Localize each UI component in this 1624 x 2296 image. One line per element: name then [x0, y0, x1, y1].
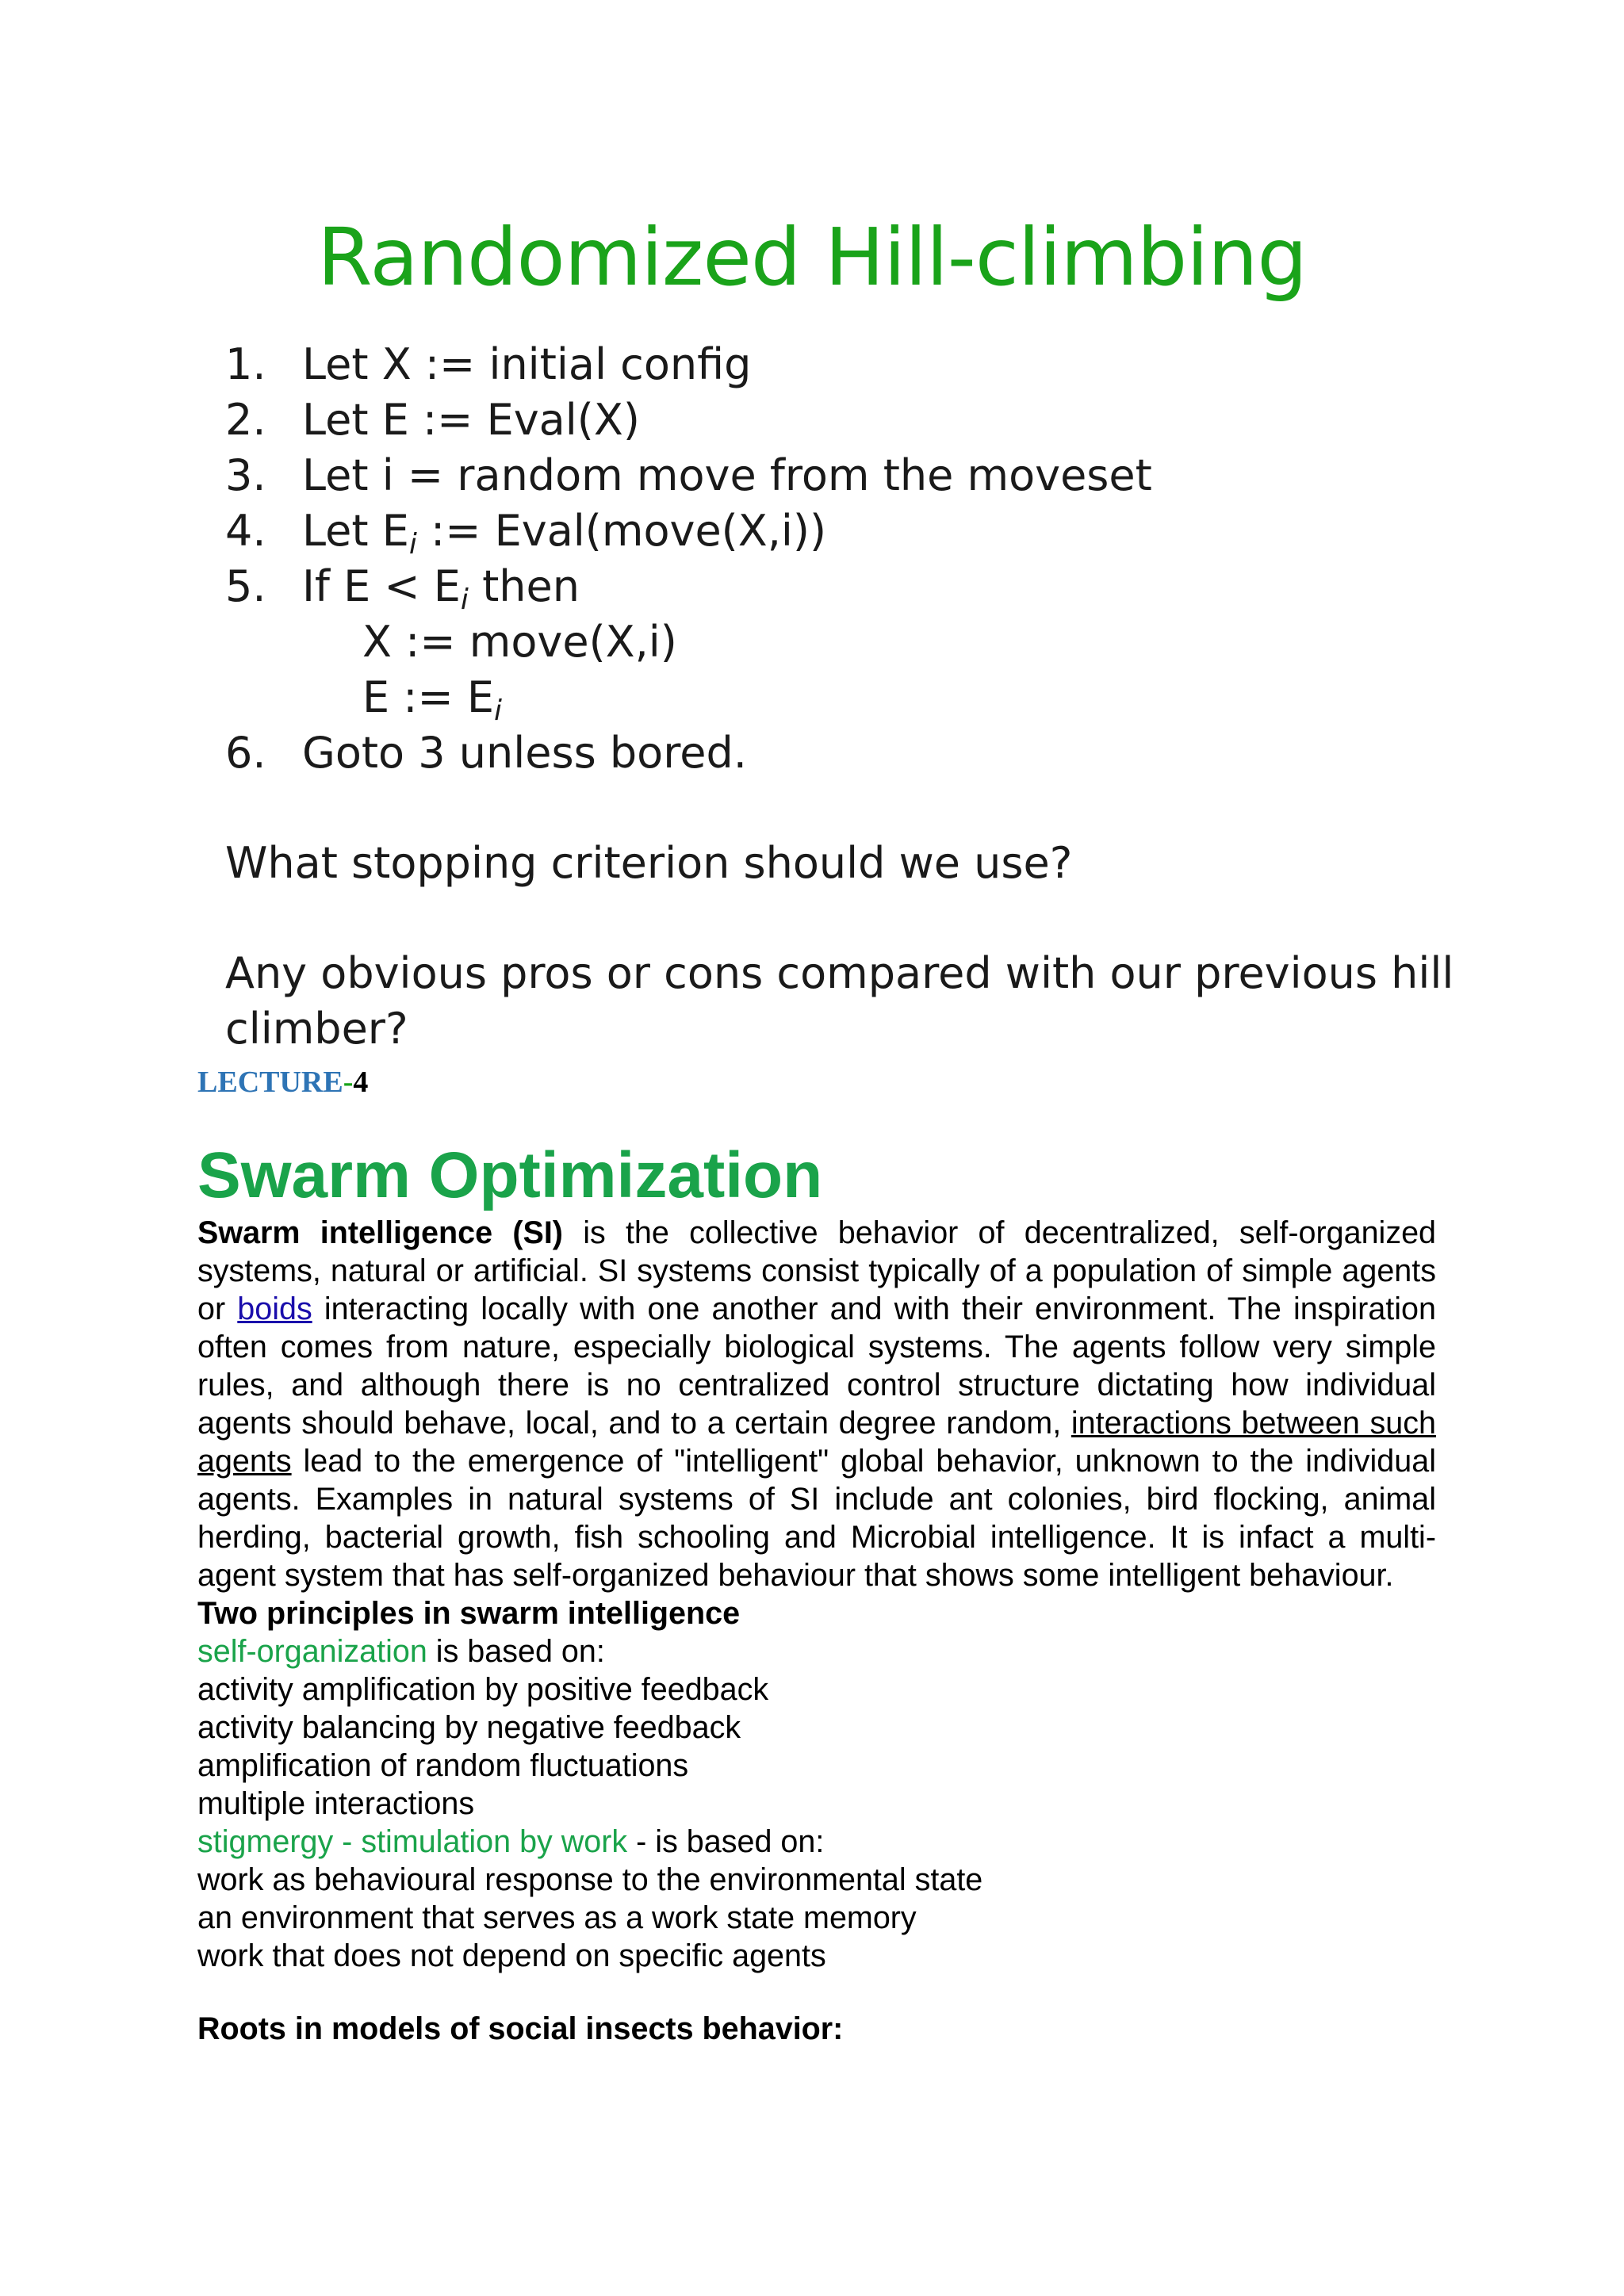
step-text-post: then [468, 561, 580, 611]
section-heading: Swarm Optimization [197, 1139, 823, 1211]
stigmergy-term: stigmergy - stimulation by work [197, 1824, 628, 1859]
slide-body [225, 337, 1478, 1057]
lecture-dash: - [343, 1066, 354, 1099]
document-body [197, 1065, 1436, 2048]
question-stopping-criterion: What stopping criterion should we use? [225, 838, 1073, 888]
stigmergy-rest: - is based on: [627, 1824, 825, 1859]
step-text: Let E := Eval(X) [302, 395, 640, 445]
subscript-i: i [460, 584, 469, 616]
step-number: 2. [225, 395, 266, 445]
si-term: Swarm intelligence (SI) [197, 1215, 563, 1250]
subscript-i: i [408, 528, 417, 561]
list-item: activity amplification by positive feedback [197, 1672, 769, 1707]
list-item: multiple interactions [197, 1786, 475, 1821]
step-number: 5. [225, 561, 266, 611]
list-item: amplification of random fluctuations [197, 1748, 689, 1783]
step-text-post: := Eval(move(X,i)) [416, 506, 827, 556]
question-pros-cons: Any obvious pros or cons compared with our previous hill climber? [225, 948, 1454, 1054]
self-organization-line [197, 1632, 1436, 1670]
step-2 [225, 392, 1478, 448]
step-number: 6. [225, 728, 266, 778]
roots-heading: Roots in models of social insects behavior: [197, 2011, 844, 2046]
step-number: 1. [225, 339, 266, 389]
step-text [362, 670, 502, 725]
spacer [197, 1975, 1436, 2010]
step-text [302, 503, 826, 559]
step-5 [225, 559, 1478, 614]
intro-text-2: interacting locally with one another and with their environment. The inspiration often comes from nature, especially biological systems. The agents follow very simple rules, and although there is no centralized control structure dictating how individual agents should behave, local, and to a certain degree random, [197, 1292, 1436, 1441]
subscript-i: i [494, 695, 503, 727]
step-text: X := move(X,i) [362, 617, 677, 667]
step-5-substep-2 [225, 670, 1478, 725]
lecture-label [197, 1065, 1436, 1100]
self-organization-term: self-organization [197, 1634, 427, 1669]
principles-heading: Two principles in swarm intelligence [197, 1596, 741, 1631]
step-number: 4. [225, 506, 266, 556]
step-text [302, 559, 580, 614]
slide-title: Randomized Hill-climbing [317, 211, 1307, 304]
intro-text-3: lead to the emergence of "intelligent" global behavior, unknown to the individual agents. Examples in natural systems of SI include ant colonies, bird flocking, animal herding, bacterial growth, fish schooling and Microbial intelligence. It is infact a multi-agent system that has self-organized behaviour that shows some intelligent behaviour. [197, 1444, 1436, 1593]
stigmergy-line [197, 1823, 1436, 1861]
step-text-pre: E := E [362, 672, 495, 722]
step-number: 3. [225, 450, 266, 500]
boids-link[interactable]: boids [237, 1292, 312, 1326]
step-text: Goto 3 unless bored. [302, 728, 747, 778]
step-5-substep-1 [225, 614, 1478, 670]
intro-text-1: is the collective behavior of decentralized, self-organized systems, natural or artificial. SI systems consist typically of a population of simple agents or [197, 1215, 1437, 1326]
step-text-pre: If E < E [302, 561, 461, 611]
lecture-word: LECTURE [197, 1066, 343, 1099]
step-1 [225, 337, 1478, 392]
step-6 [225, 725, 1478, 781]
lecture-number: 4 [353, 1066, 369, 1099]
step-text: Let i = random move from the moveset [302, 450, 1152, 500]
self-organization-rest: is based on: [427, 1634, 605, 1669]
list-item: activity balancing by negative feedback [197, 1710, 741, 1745]
intro-paragraph [197, 1214, 1436, 1594]
list-item: an environment that serves as a work state memory [197, 1900, 917, 1935]
interactions-underlined: interactions between such agents [197, 1406, 1436, 1479]
list-item: work as behavioural response to the environmental state [197, 1862, 983, 1897]
step-4 [225, 503, 1478, 559]
list-item: work that does not depend on specific agents [197, 1938, 826, 1973]
step-text-pre: Let E [302, 506, 409, 556]
step-text: Let X := initial config [302, 339, 752, 389]
step-3 [225, 448, 1478, 503]
